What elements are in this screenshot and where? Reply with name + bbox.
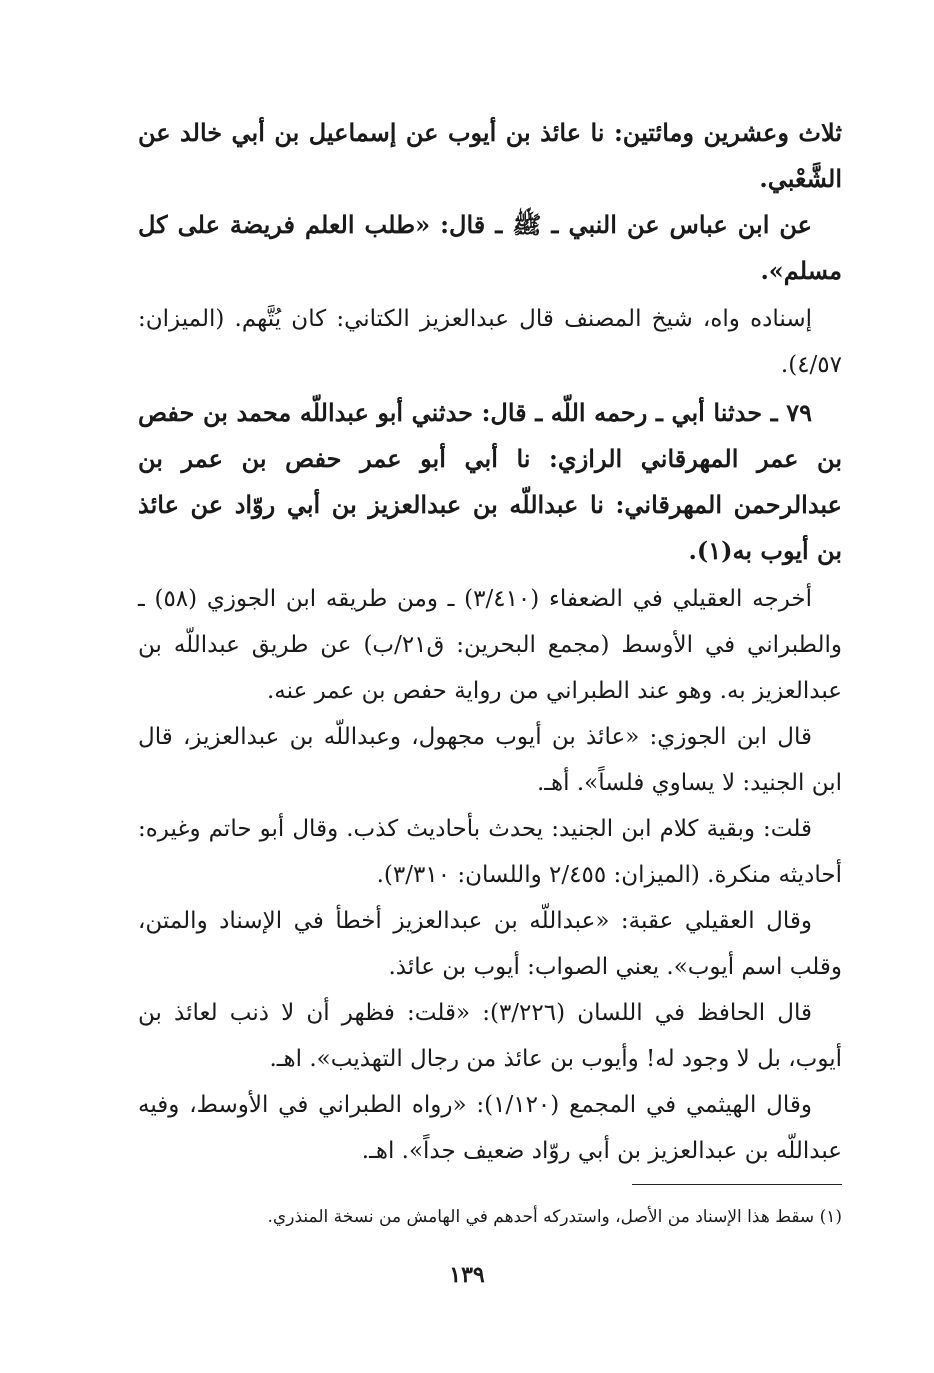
paragraph-hadith-chain-end: ثلاث وعشرين ومائتين: نا عائذ بن أيوب عن إسماعيل بن أبي خالد عن الشَّعْبي. xyxy=(138,118,842,193)
footnote-divider xyxy=(632,1184,842,1185)
paragraph-alhaythami: وقال الهيثمي في المجمع (١/١٢٠): «رواه الطبراني في الأوسط، وفيه عبداللّه بن عبدالعزيز بن أبي روّاد ضعيف جداً». اهـ. xyxy=(138,1092,842,1164)
page-number: ١٣٩ xyxy=(449,1262,485,1288)
paragraph-ibn-aljawzi: قال ابن الجوزي: «عائذ بن أيوب مجهول، وعبداللّه بن عبدالعزيز، قال ابن الجنيد: لا يساوي فلساً». أهـ. xyxy=(138,724,842,796)
page-body xyxy=(138,110,842,1174)
paragraph-hadith-79: ٧٩ ـ حدثنا أبي ـ رحمه اللّه ـ قال: حدثني أبو عبداللّه محمد بن حفص بن عمر المهرقاني الرازي: نا أبي أبو عمر حفص بن عمر بن عبدالرحمن المهرقاني: نا عبداللّه بن عبدالعزيز بن أبي روّاد عن عائذ بن أيوب به(١). xyxy=(138,398,842,565)
paragraph-alhafiz: قال الحافظ في اللسان (٣/٢٢٦): «قلت: فظهر أن لا ذنب لعائذ بن أيوب، بل لا وجود له! وأيوب بن عائذ من رجال التهذيب». اهـ. xyxy=(138,1000,842,1072)
paragraph-ibn-aljunaid: قلت: وبقية كلام ابن الجنيد: يحدث بأحاديث كذب. وقال أبو حاتم وغيره: أحاديثه منكرة. (الميزان: ٢/٤٥٥ واللسان: ٣/٣١٠). xyxy=(138,816,842,888)
paragraph-isnad-comment: إسناده واه، شيخ المصنف قال عبدالعزيز الكتاني: كان يُتَّهم. (الميزان: ٤/٥٧). xyxy=(138,306,842,378)
paragraph-aluqayli: وقال العقيلي عقبة: «عبداللّه بن عبدالعزيز أخطأ في الإسناد والمتن، وقلب اسم أيوب». يعني الصواب: أيوب بن عائذ. xyxy=(138,908,842,980)
paragraph-takhrij: أخرجه العقيلي في الضعفاء (٣/٤١٠) ـ ومن طريقه ابن الجوزي (٥٨) ـ والطبراني في الأوسط (مجمع البحرين: ق٢١/ب) عن طريق عبداللّه بن عبدالعزيز به. وهو عند الطبراني من رواية حفص بن عمر عنه. xyxy=(138,586,843,704)
paragraph-hadith-text: عن ابن عباس عن النبي ـ ﷺ ـ قال: «طلب العلم فريضة على كل مسلم». xyxy=(138,210,842,285)
footnote: (١) سقط هذا الإسناد من الأصل، واستدركه أحدهم في الهامش من نسخة المنذري. xyxy=(267,1207,842,1227)
